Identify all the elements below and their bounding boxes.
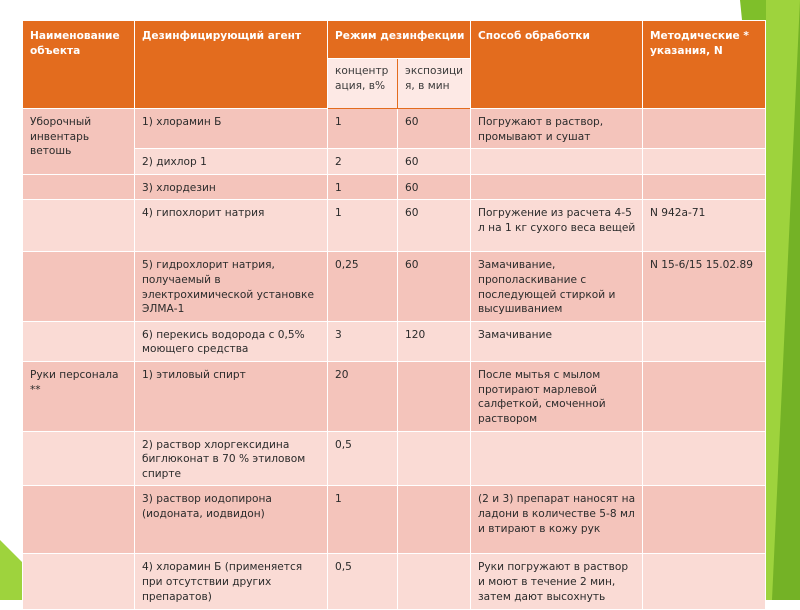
cell-object <box>23 321 135 361</box>
cell-guideline <box>643 149 766 175</box>
header-concentration: концентрация, в% <box>328 59 398 109</box>
table-row <box>23 252 766 321</box>
cell-guideline <box>643 174 766 200</box>
table-row <box>23 200 766 252</box>
cell-guideline <box>643 362 766 431</box>
cell-object <box>23 554 135 610</box>
cell-method: Замачивание <box>471 321 643 361</box>
disinfection-table <box>22 20 766 610</box>
cell-concentration: 0,5 <box>328 431 398 486</box>
cell-agent: 4) хлорамин Б (применяется при отсутствии других препаратов) <box>135 554 328 610</box>
cell-agent: 4) гипохлорит натрия <box>135 200 328 252</box>
cell-agent: 3) хлордезин <box>135 174 328 200</box>
cell-method: Руки погружают в раствор и моют в течение 2 мин, затем дают высохнуть <box>471 554 643 610</box>
table-row <box>23 486 766 554</box>
header-method: Способ обработки <box>471 21 643 109</box>
cell-concentration: 3 <box>328 321 398 361</box>
header-regime: Режим дезинфекции <box>328 21 471 59</box>
cell-object <box>23 431 135 486</box>
cell-agent: 3) раствор иодопирона (иодоната, иодвидон) <box>135 486 328 554</box>
cell-guideline <box>643 321 766 361</box>
header-object-name: Наименование объекта <box>23 21 135 109</box>
cell-method: Погружают в раствор, промывают и сушат <box>471 109 643 149</box>
cell-method: Замачивание, прополаскивание с последующей стиркой и высушиванием <box>471 252 643 321</box>
cell-exposure: 60 <box>398 200 471 252</box>
cell-agent: 1) хлорамин Б <box>135 109 328 149</box>
cell-guideline <box>643 554 766 610</box>
cell-exposure: 60 <box>398 149 471 175</box>
cell-object <box>23 486 135 554</box>
table-row <box>23 174 766 200</box>
cell-exposure <box>398 554 471 610</box>
header-guidelines: Методические * указания, N <box>643 21 766 109</box>
cell-exposure: 120 <box>398 321 471 361</box>
cell-concentration: 1 <box>328 174 398 200</box>
cell-method <box>471 431 643 486</box>
cell-exposure <box>398 362 471 431</box>
cell-method: Погружение из расчета 4-5 л на 1 кг сухого веса вещей <box>471 200 643 252</box>
cell-method: После мытья с мылом протирают марлевой салфеткой, смоченной раствором <box>471 362 643 431</box>
table-row <box>23 362 766 431</box>
cell-concentration: 2 <box>328 149 398 175</box>
header-row <box>23 21 766 59</box>
cell-guideline: N 15-6/15 15.02.89 <box>643 252 766 321</box>
header-agent: Дезинфицирующий агент <box>135 21 328 109</box>
cell-exposure: 60 <box>398 252 471 321</box>
cell-object <box>23 200 135 252</box>
cell-object <box>23 252 135 321</box>
cell-exposure <box>398 431 471 486</box>
cell-object: Уборочный инвентарь ветошь <box>23 109 135 175</box>
cell-guideline <box>643 109 766 149</box>
cell-method: (2 и 3) препарат наносят на ладони в количестве 5-8 мл и втирают в кожу рук <box>471 486 643 554</box>
cell-agent: 6) перекись водорода с 0,5% моющего средства <box>135 321 328 361</box>
table-row <box>23 109 766 149</box>
cell-guideline: N 942а-71 <box>643 200 766 252</box>
cell-concentration: 1 <box>328 200 398 252</box>
cell-concentration: 20 <box>328 362 398 431</box>
cell-concentration: 0,5 <box>328 554 398 610</box>
table-row <box>23 149 766 175</box>
cell-object: Руки персонала ** <box>23 362 135 431</box>
table-row <box>23 554 766 610</box>
cell-concentration: 0,25 <box>328 252 398 321</box>
cell-exposure: 60 <box>398 109 471 149</box>
header-exposure: экспозиция, в мин <box>398 59 471 109</box>
cell-method <box>471 174 643 200</box>
cell-concentration: 1 <box>328 486 398 554</box>
cell-method <box>471 149 643 175</box>
cell-guideline <box>643 486 766 554</box>
cell-exposure: 60 <box>398 174 471 200</box>
cell-concentration: 1 <box>328 109 398 149</box>
cell-guideline <box>643 431 766 486</box>
table-row <box>23 431 766 486</box>
cell-object <box>23 174 135 200</box>
table-row <box>23 321 766 361</box>
cell-agent: 5) гидрохлорит натрия, получаемый в электрохимической установке ЭЛМА-1 <box>135 252 328 321</box>
cell-agent: 2) раствор хлоргексидина биглюконат в 70 % этиловом спирте <box>135 431 328 486</box>
cell-agent: 2) дихлор 1 <box>135 149 328 175</box>
cell-exposure <box>398 486 471 554</box>
decor-green-stripe-shade <box>772 0 800 600</box>
cell-agent: 1) этиловый спирт <box>135 362 328 431</box>
